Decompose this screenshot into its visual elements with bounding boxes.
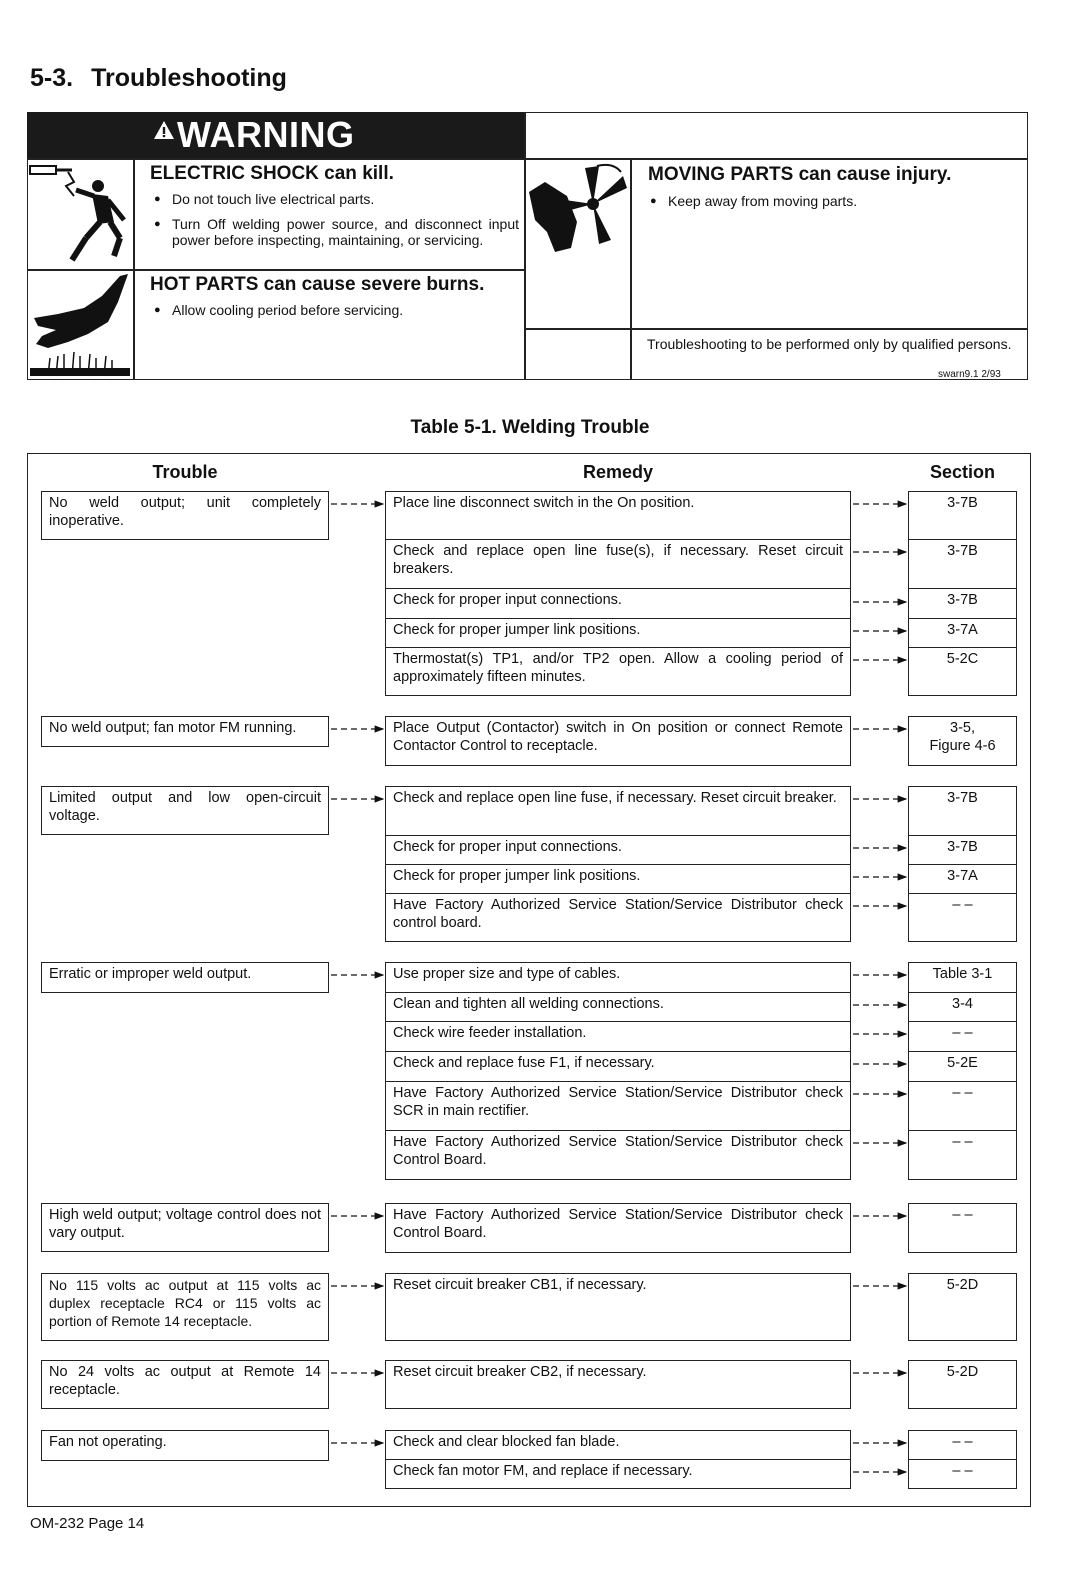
remedy-item: Check fan motor FM, and replace if necessary. [385,1459,851,1489]
remedy-item: Have Factory Authorized Service Station/Service Distributor check Control Board. [385,1130,851,1180]
trouble-item: No weld output; fan motor FM running. [41,716,329,747]
section-ref: 5-2D [908,1360,1017,1409]
remedy-item: Thermostat(s) TP1, and/or TP2 open. Allow a cooling period of approximately fifteen minutes. [385,647,851,696]
trouble-item: High weld output; voltage control does not vary output. [41,1203,329,1252]
section-ref: 3-7B [908,491,1017,540]
trouble-item: No 115 volts ac output at 115 volts ac duplex receptacle RC4 or 115 volts ac portion of Remote 14 receptacle. [41,1273,329,1341]
section-ref: – – [908,1459,1017,1489]
trouble-item: Limited output and low open-circuit voltage. [41,786,329,835]
warning-code: swarn9.1 2/93 [938,369,1001,380]
section-ref: 3-7B [908,539,1017,589]
remedy-item: Have Factory Authorized Service Station/Service Distributor check control board. [385,893,851,942]
section-ref: Table 3-1 [908,962,1017,993]
remedy-item: Have Factory Authorized Service Station/Service Distributor check SCR in main rectifier. [385,1081,851,1131]
section-ref: 3-4 [908,992,1017,1022]
header-section: Section [929,462,995,482]
section-ref: 5-2C [908,647,1017,696]
section-ref: – – [908,893,1017,942]
header-trouble: Trouble [152,462,218,482]
section-ref: – – [908,1203,1017,1253]
remedy-item: Check and clear blocked fan blade. [385,1430,851,1460]
moving-parts-title: MOVING PARTS can cause injury. [648,164,952,185]
electric-shock-bullet-2: ● Turn Off welding power source, and disconnect input power before inspecting, maintaining, or servicing. [172,216,519,248]
section-ref: 5-2E [908,1051,1017,1082]
moving-parts-bullet-1: ● Keep away from moving parts. [668,193,1013,209]
remedy-item: Place Output (Contactor) switch in On position or connect Remote Contactor Control to receptacle. [385,716,851,766]
electric-shock-bullet-1: ● Do not touch live electrical parts. [172,191,517,207]
remedy-item: Place line disconnect switch in the On position. [385,491,851,540]
hot-parts-bullet-1: ● Allow cooling period before servicing. [172,302,517,318]
section-ref: – – [908,1021,1017,1052]
trouble-item: Fan not operating. [41,1430,329,1461]
section-ref: 3-7B [908,786,1017,836]
section-ref: – – [908,1130,1017,1180]
page-footer: OM-232 Page 14 [30,1515,145,1532]
electric-shock-title: ELECTRIC SHOCK can kill. [150,163,394,184]
remedy-item: Have Factory Authorized Service Station/Service Distributor check Control Board. [385,1203,851,1253]
remedy-item: Check and replace fuse F1, if necessary. [385,1051,851,1082]
trouble-item: Erratic or improper weld output. [41,962,329,993]
remedy-item: Check for proper jumper link positions. [385,864,851,894]
warning-note: Troubleshooting to be performed only by qualified persons. [647,336,1012,352]
remedy-item: Reset circuit breaker CB2, if necessary. [385,1360,851,1409]
section-ref: 3-7A [908,864,1017,894]
remedy-item: Check for proper jumper link positions. [385,618,851,648]
remedy-item: Check and replace open line fuse(s), if necessary. Reset circuit breakers. [385,539,851,589]
trouble-item: No weld output; unit completely inoperative. [41,491,329,540]
remedy-item: Reset circuit breaker CB1, if necessary. [385,1273,851,1341]
section-ref: – – [908,1430,1017,1460]
trouble-item: No 24 volts ac output at Remote 14 receptacle. [41,1360,329,1409]
section-ref: 3-7A [908,618,1017,648]
remedy-item: Check wire feeder installation. [385,1021,851,1052]
section-ref: – – [908,1081,1017,1131]
section-title: Troubleshooting [91,64,287,92]
section-ref: 5-2D [908,1273,1017,1341]
section-ref: 3-7B [908,835,1017,865]
warning-banner-text: WARNING [177,114,355,155]
remedy-item: Clean and tighten all welding connections. [385,992,851,1022]
section-ref: 3-7B [908,588,1017,619]
header-remedy: Remedy [582,462,654,482]
hot-parts-title: HOT PARTS can cause severe burns. [150,274,485,295]
remedy-item: Use proper size and type of cables. [385,962,851,993]
section-ref: 3-5, Figure 4-6 [908,716,1017,766]
remedy-item: Check for proper input connections. [385,588,851,619]
section-number: 5-3. [30,64,74,92]
table-caption: Table 5-1. Welding Trouble [410,417,650,438]
remedy-item: Check and replace open line fuse, if necessary. Reset circuit breaker. [385,786,851,836]
remedy-item: Check for proper input connections. [385,835,851,865]
